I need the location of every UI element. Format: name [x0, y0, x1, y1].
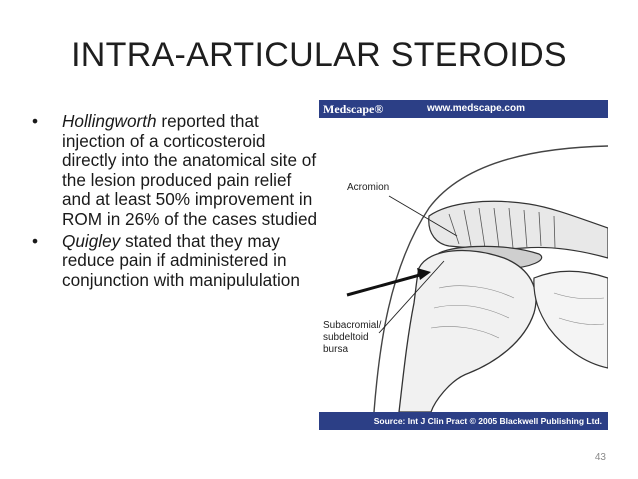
acromion-label: Acromion — [347, 182, 390, 193]
bullet-item — [28, 232, 318, 291]
bullet-marker: • — [32, 230, 39, 251]
bullet-item — [28, 112, 318, 230]
bullet-text: reported that injection of a corticosteroid directly into the anatomical site of the lesion produced pain relief and at least 50% improvement in ROM in 26% of the cases studied — [62, 111, 318, 229]
bullet-list — [28, 112, 318, 292]
medscape-url: www.medscape.com — [427, 103, 525, 114]
medscape-logo: Medscape® — [323, 102, 384, 116]
shoulder-illustration-figure — [319, 100, 608, 430]
bullet-text: stated that they may reduce pain if administered in conjunction with manipululation — [62, 230, 300, 290]
bursa-label-line1: Subacromial/ — [323, 320, 382, 331]
author-name: Quigley — [62, 230, 126, 251]
shoulder-anatomy-drawing — [319, 118, 608, 412]
page-number: 43 — [594, 452, 606, 463]
author-name: Hollingworth — [62, 111, 162, 131]
source-credit: Source: Int J Clin Pract © 2005 Blackwell Publishing Ltd. — [373, 416, 602, 426]
bursa-label-line2: subdeltoid — [323, 332, 369, 343]
bursa-label-line3: bursa — [323, 344, 349, 355]
slide-title: INTRA-ARTICULAR STEROIDS — [71, 36, 567, 74]
source-banner — [319, 412, 608, 430]
bullet-marker: • — [32, 111, 39, 131]
medscape-banner — [319, 100, 608, 118]
